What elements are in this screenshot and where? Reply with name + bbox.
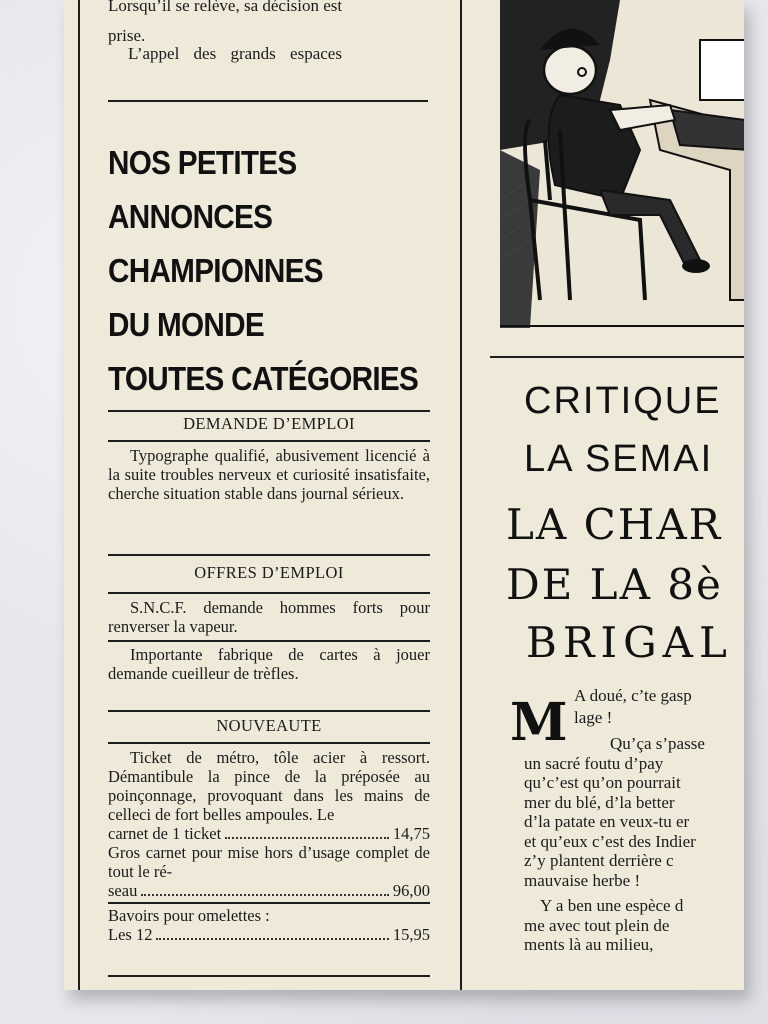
leader-dots <box>225 837 389 839</box>
article-second-line: lage ! <box>574 708 613 727</box>
section-rule <box>108 410 430 412</box>
article-line: ments là au milieu, <box>524 935 654 954</box>
article-line: et qu’eux c’est des Indier <box>524 831 696 851</box>
leader-dots <box>156 938 388 940</box>
leader-dots <box>141 894 389 896</box>
price-row <box>108 925 430 944</box>
section-rule <box>108 554 430 556</box>
price-row <box>108 824 430 843</box>
section-rule <box>108 975 430 977</box>
headline-line: NOS PETITES <box>108 144 297 181</box>
article-line: Y a ben une espèce d <box>540 896 684 915</box>
intro-line-2: prise. <box>108 26 146 45</box>
price-label: carnet de 1 ticket <box>108 824 222 843</box>
headline-line: ANNONCES <box>108 198 273 235</box>
article-line: d’la patate en veux-tu er <box>524 812 690 831</box>
column-rule-left <box>78 0 80 990</box>
price-row <box>108 881 430 900</box>
section-title-demande: DEMANDE D’EMPLOI <box>183 414 355 433</box>
critique-line-1: CRITIQUE <box>524 380 722 422</box>
ad-ticket-metro <box>108 748 430 944</box>
title-line-1: LA CHAR <box>506 500 723 549</box>
price-value: 96,00 <box>392 881 430 900</box>
intro-line-1: Lorsqu’il se relève, sa décision est <box>108 0 343 15</box>
headline-line: TOUTES CATÉGORIES <box>108 360 419 397</box>
price-value: 15,95 <box>392 924 430 944</box>
article-line: z’y plantent derrière c <box>524 851 674 870</box>
article-line: qu’c’est qu’on pourrait <box>524 773 681 792</box>
article-line: Qu’ça s’passe <box>610 734 705 753</box>
article-first-line: A doué, c’te gasp <box>574 686 692 705</box>
title-line-3: BRIGAL <box>526 618 733 667</box>
ad-separator <box>108 902 430 904</box>
article-line: mauvaise herbe ! <box>524 870 641 890</box>
headline-line: CHAMPIONNES <box>108 252 323 289</box>
ad-cartes: Importante fabrique de cartes à jouer demande cueilleur de trèfles. <box>108 645 430 683</box>
section-rule <box>108 742 430 744</box>
section-title-nouveaute: NOUVEAUTE <box>216 716 322 735</box>
ad-sncf: S.N.C.F. demande hommes forts pour renverser la vapeur. <box>108 598 430 636</box>
section-rule <box>108 710 430 712</box>
classifieds-headline <box>108 136 453 406</box>
intro-line-3: L’appel des grands espaces <box>128 44 342 63</box>
section-title-offres: OFFRES D’EMPLOI <box>194 563 344 582</box>
column-rule-middle <box>460 0 462 990</box>
newspaper-page <box>64 0 744 990</box>
cartoon-illustration <box>500 0 744 328</box>
title-line-2: DE LA 8è <box>506 560 723 609</box>
ad-gros-carnet-text: Gros carnet pour mise hors d’usage complet de tout le ré- <box>108 843 430 881</box>
price-value: 14,75 <box>392 824 430 843</box>
ad-ticket-text: Ticket de métro, tôle acier à ressort. Démantibule la pince de la préposée au poinçonnage, provoquant dans les mains de celleci de fort belles ampoules. Le <box>108 748 430 824</box>
section-rule <box>108 440 430 442</box>
article-top-rule <box>490 356 744 358</box>
article-line: me avec tout plein de <box>524 915 670 935</box>
ad-bavoirs-subhead: Bavoirs pour omelettes : <box>108 905 270 925</box>
section-rule <box>108 592 430 594</box>
ad-typographe: Typographe qualifié, abusivement licencié à la suite troubles nerveux et curiosité insatisfaite, cherche situation stable dans journal sérieux. <box>108 446 430 503</box>
article-line: mer du blé, d’la better <box>524 792 675 812</box>
typewriter-man-icon <box>500 0 744 328</box>
critique-line-2: LA SEMAI <box>524 438 714 480</box>
article-line: un sacré foutu d’pay <box>524 753 664 773</box>
headline-top-rule <box>108 100 428 102</box>
price-label: Les 12 <box>108 924 153 944</box>
drop-cap: M <box>510 692 568 753</box>
price-label: seau <box>108 881 138 900</box>
headline-line: DU MONDE <box>108 306 264 343</box>
ad-separator <box>108 640 430 642</box>
article-body <box>524 734 744 955</box>
